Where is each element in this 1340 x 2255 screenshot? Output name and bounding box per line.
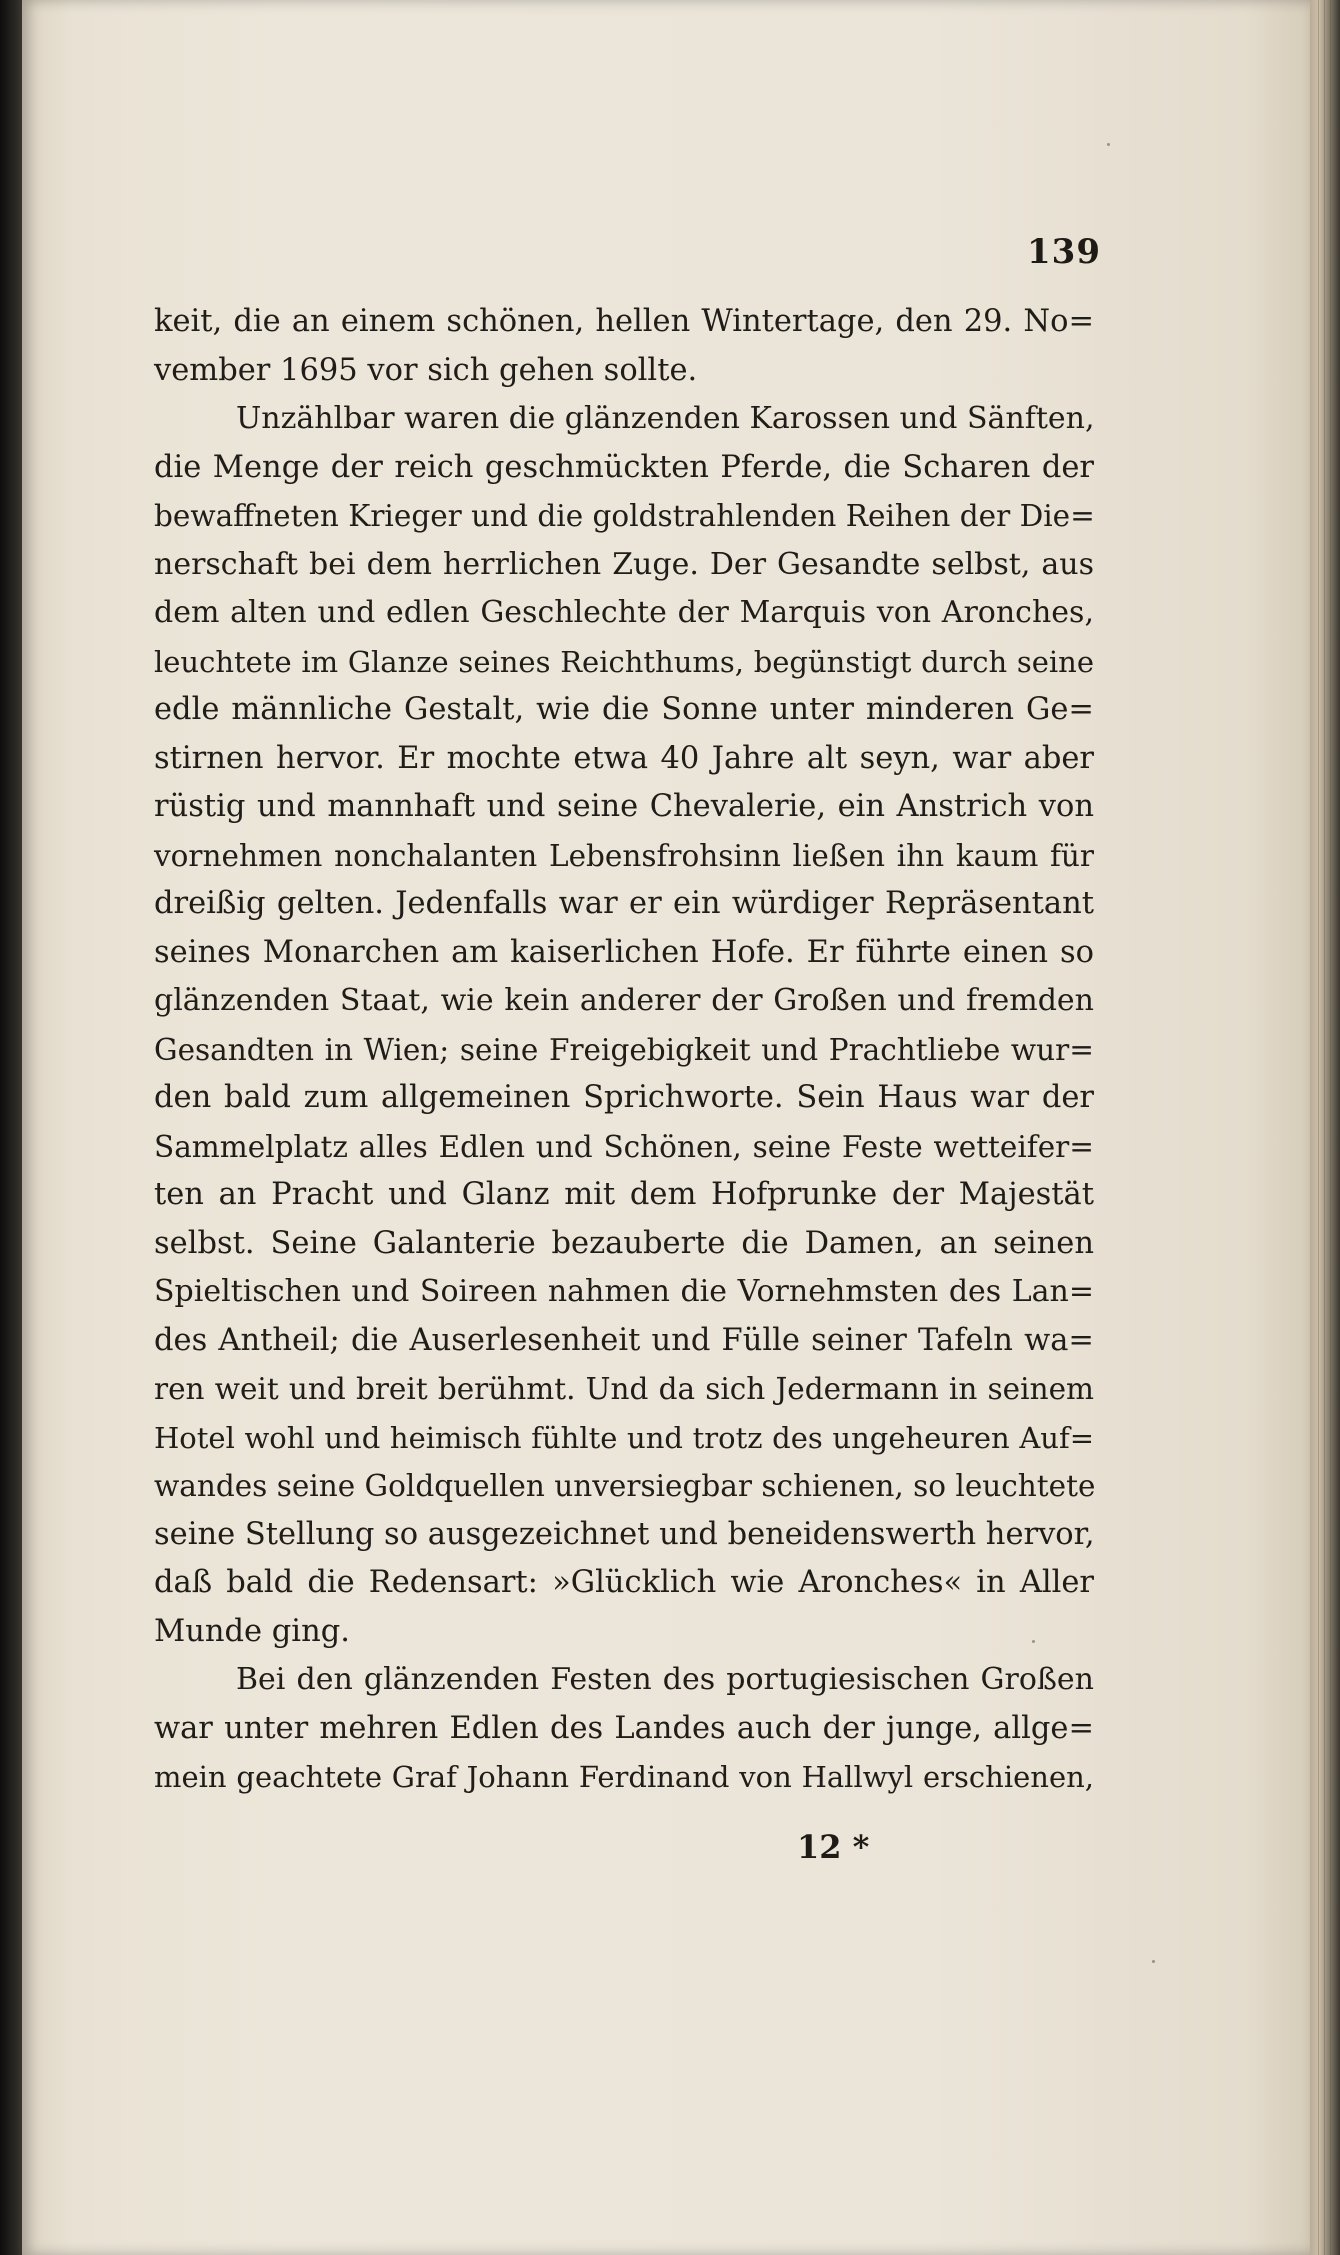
edge-line: [1324, 0, 1325, 2255]
text-line: glänzenden Staat, wie kein anderer der Großen und fremden: [154, 983, 1094, 1018]
signature-mark: 12 *: [797, 1828, 870, 1866]
text-line: daß bald die Redensart: »Glücklich wie Aronches« in Aller: [154, 1565, 1094, 1600]
book-page: [22, 0, 1310, 2255]
text-line: des Antheil; die Auserlesenheit und Fülle seiner Tafeln wa=: [154, 1322, 1094, 1358]
text-line: vember 1695 vor sich gehen sollte.: [154, 352, 698, 388]
text-line: Spieltischen und Soireen nahmen die Vornehmsten des Lan=: [154, 1274, 1094, 1309]
text-line: Sammelplatz alles Edlen und Schönen, seine Feste wetteifer=: [154, 1129, 1094, 1164]
text-line: rüstig und mannhaft und seine Chevalerie, ein Anstrich von: [154, 789, 1094, 824]
text-line: bewaffneten Krieger und die goldstrahlenden Reihen der Die=: [154, 499, 1095, 533]
text-line: Gesandten in Wien; seine Freigebigkeit und Prachtliebe wur=: [154, 1032, 1094, 1067]
book-spine-shadow: [0, 0, 22, 2255]
text-line: wandes seine Goldquellen unversiegbar schienen, so leuchtete: [154, 1469, 1096, 1503]
edge-line: [1318, 0, 1319, 2255]
text-line: selbst. Seine Galanterie bezauberte die Damen, an seinen: [154, 1225, 1094, 1261]
text-line: stirnen hervor. Er mochte etwa 40 Jahre alt seyn, war aber: [154, 740, 1094, 776]
paper-speck: [1152, 1960, 1155, 1963]
text-line: ten an Pracht und Glanz mit dem Hofprunke der Majestät: [154, 1177, 1094, 1212]
text-line: Bei den glänzenden Festen des portugiesischen Großen: [236, 1662, 1094, 1697]
text-line: leuchtete im Glanze seines Reichthums, begünstigt durch seine: [154, 644, 1094, 679]
text-line: ren weit und breit berühmt. Und da sich Jedermann in seinem: [154, 1372, 1094, 1406]
text-line: die Menge der reich geschmückten Pferde, die Scharen der: [154, 449, 1094, 485]
text-line: seines Monarchen am kaiserlichen Hofe. Er führte einen so: [154, 934, 1094, 970]
page-number: 139: [1027, 232, 1101, 272]
paper-speck: [1107, 143, 1110, 146]
edge-line: [1330, 0, 1331, 2255]
text-line: vornehmen nonchalanten Lebensfrohsinn ließen ihn kaum für: [154, 838, 1094, 873]
text-line: nerschaft bei dem herrlichen Zuge. Der Gesandte selbst, aus: [154, 546, 1094, 582]
text-line: Unzählbar waren die glänzenden Karossen und Sänften,: [236, 401, 1095, 436]
text-line: mein geachtete Graf Johann Ferdinand von Hallwyl erschienen,: [154, 1760, 1094, 1794]
text-line: keit, die an einem schönen, hellen Wintertage, den 29. No=: [154, 304, 1094, 339]
text-line: seine Stellung so ausgezeichnet und beneidenswerth hervor,: [154, 1516, 1095, 1552]
page-edge: [1310, 0, 1340, 2255]
text-line: den bald zum allgemeinen Sprichworte. Sein Haus war der: [154, 1080, 1094, 1115]
paper-speck: [1032, 1640, 1035, 1643]
text-line: war unter mehren Edlen des Landes auch der junge, allge=: [154, 1710, 1094, 1746]
text-line: dem alten und edlen Geschlechte der Marquis von Aronches,: [154, 595, 1094, 630]
text-line: Hotel wohl und heimisch fühlte und trotz des ungeheuren Auf=: [154, 1420, 1094, 1455]
text-line: dreißig gelten. Jedenfalls war er ein würdiger Repräsentant: [154, 886, 1094, 921]
body-text: [154, 298, 1094, 1802]
text-line: Munde ging.: [154, 1613, 350, 1649]
text-line: edle männliche Gestalt, wie die Sonne unter minderen Ge=: [154, 692, 1094, 727]
